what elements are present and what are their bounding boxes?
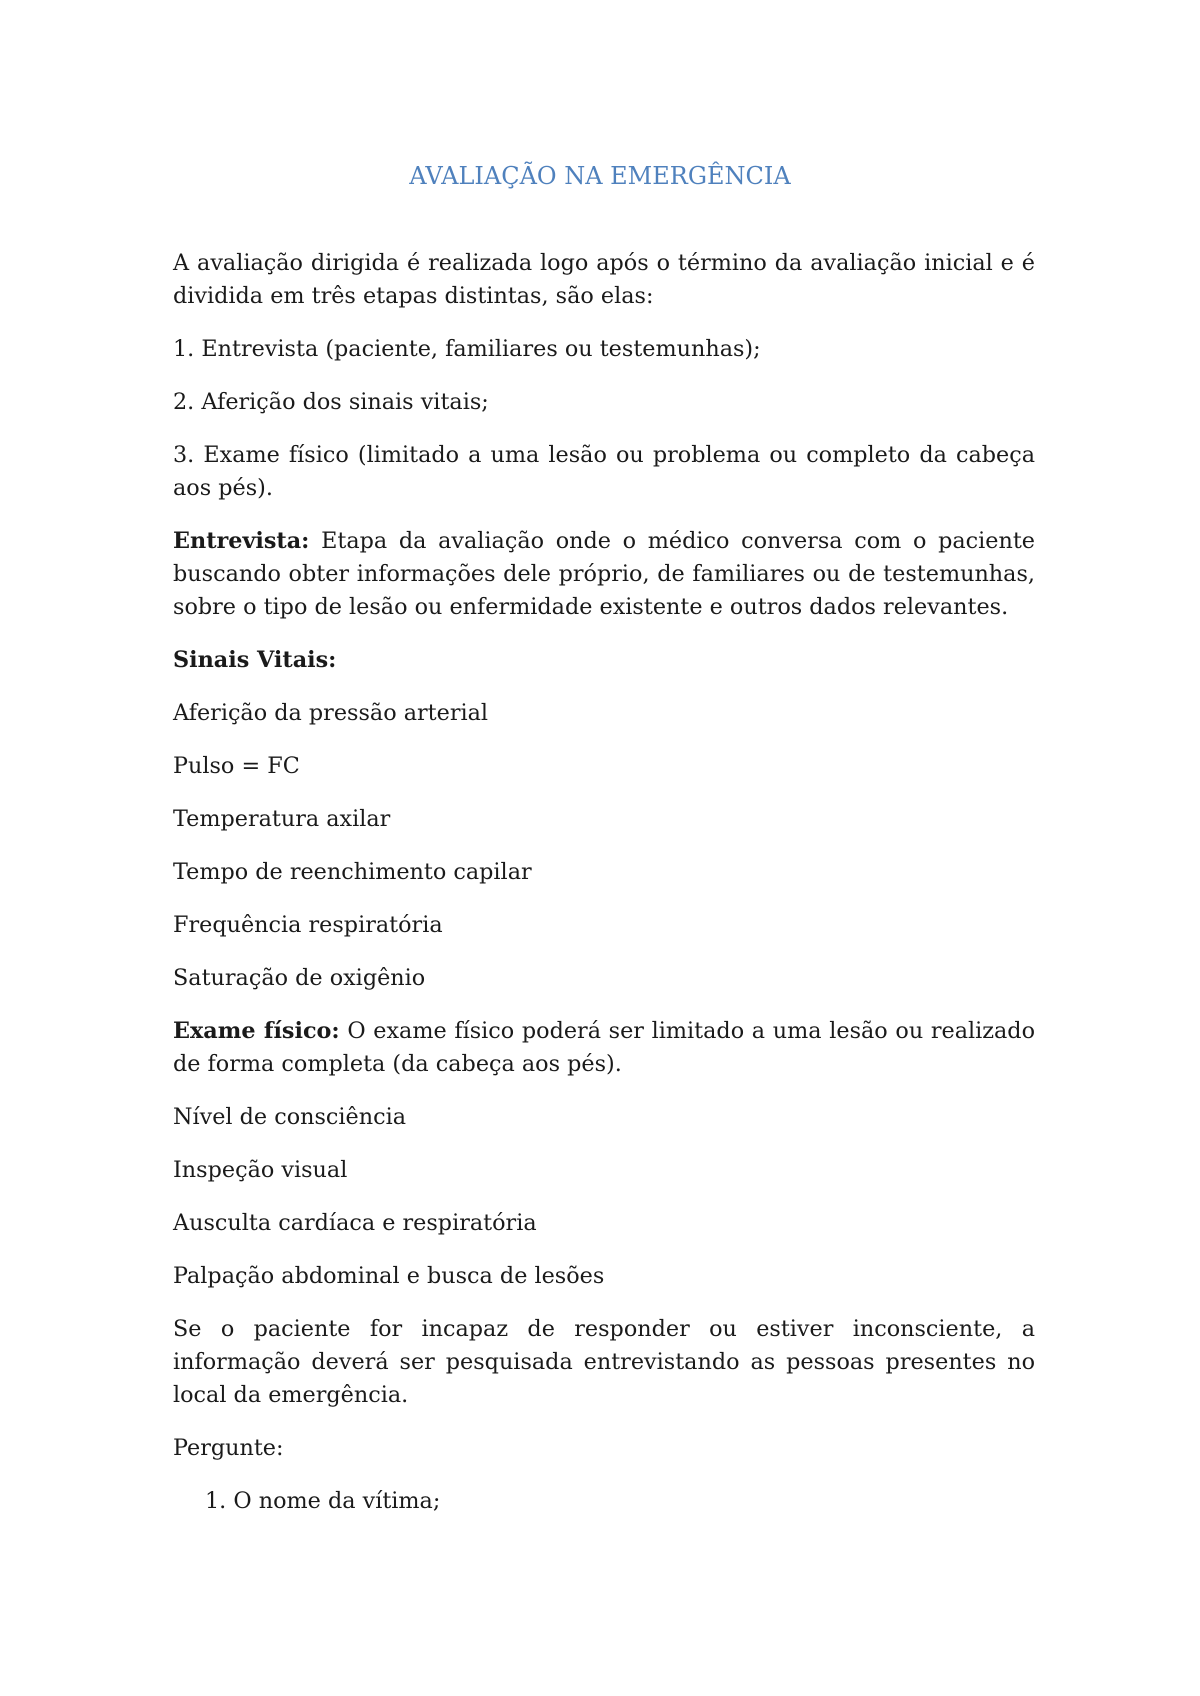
pergunte-label: Pergunte: [173, 1435, 284, 1461]
entrevista-text: Etapa da avaliação onde o médico conversa com o paciente buscando obter informações dele próprio, de familiares ou de testemunhas, sobre o tipo de lesão ou enfermidade existente e outros dados relevantes. [173, 528, 1035, 620]
step-item: 2. Aferição dos sinais vitais; [173, 389, 489, 415]
entrevista-label: Entrevista: [173, 528, 310, 554]
vital-sign-item: Saturação de oxigênio [173, 965, 426, 991]
exam-item: Ausculta cardíaca e respiratória [173, 1210, 537, 1236]
exame-fisico-text: O exame físico poderá ser limitado a uma lesão ou realizado de forma completa (da cabeça aos pés). [173, 1018, 1036, 1077]
vital-sign-item: Pulso = FC [173, 753, 300, 779]
vital-sign-item: Aferição da pressão arterial [173, 700, 489, 726]
question-item: 1. O nome da vítima; [205, 1488, 441, 1514]
vital-sign-item: Tempo de reenchimento capilar [173, 859, 532, 885]
intro-paragraph: A avaliação dirigida é realizada logo após o término da avaliação inicial e é dividida em três etapas distintas, são elas: [173, 250, 1035, 309]
inconsciente-paragraph: Se o paciente for incapaz de responder ou estiver inconsciente, a informação deverá ser pesquisada entrevistando as pessoas presentes no local da emergência. [173, 1316, 1035, 1408]
vital-sign-item: Temperatura axilar [173, 806, 391, 832]
step-item: 1. Entrevista (paciente, familiares ou testemunhas); [173, 336, 761, 362]
document-body [173, 247, 1035, 1518]
exame-fisico-label: Exame físico: [173, 1018, 340, 1044]
document-title: AVALIAÇÃO NA EMERGÊNCIA [409, 162, 791, 190]
sinais-vitais-heading: Sinais Vitais: [173, 647, 337, 673]
exam-item: Palpação abdominal e busca de lesões [173, 1263, 605, 1289]
step-item: 3. Exame físico (limitado a uma lesão ou problema ou completo da cabeça aos pés). [173, 442, 1035, 501]
entrevista-paragraph [173, 525, 1035, 624]
vital-sign-item: Frequência respiratória [173, 912, 443, 938]
exame-fisico-paragraph [173, 1015, 1035, 1081]
exam-item: Inspeção visual [173, 1157, 348, 1183]
exam-item: Nível de consciência [173, 1104, 407, 1130]
